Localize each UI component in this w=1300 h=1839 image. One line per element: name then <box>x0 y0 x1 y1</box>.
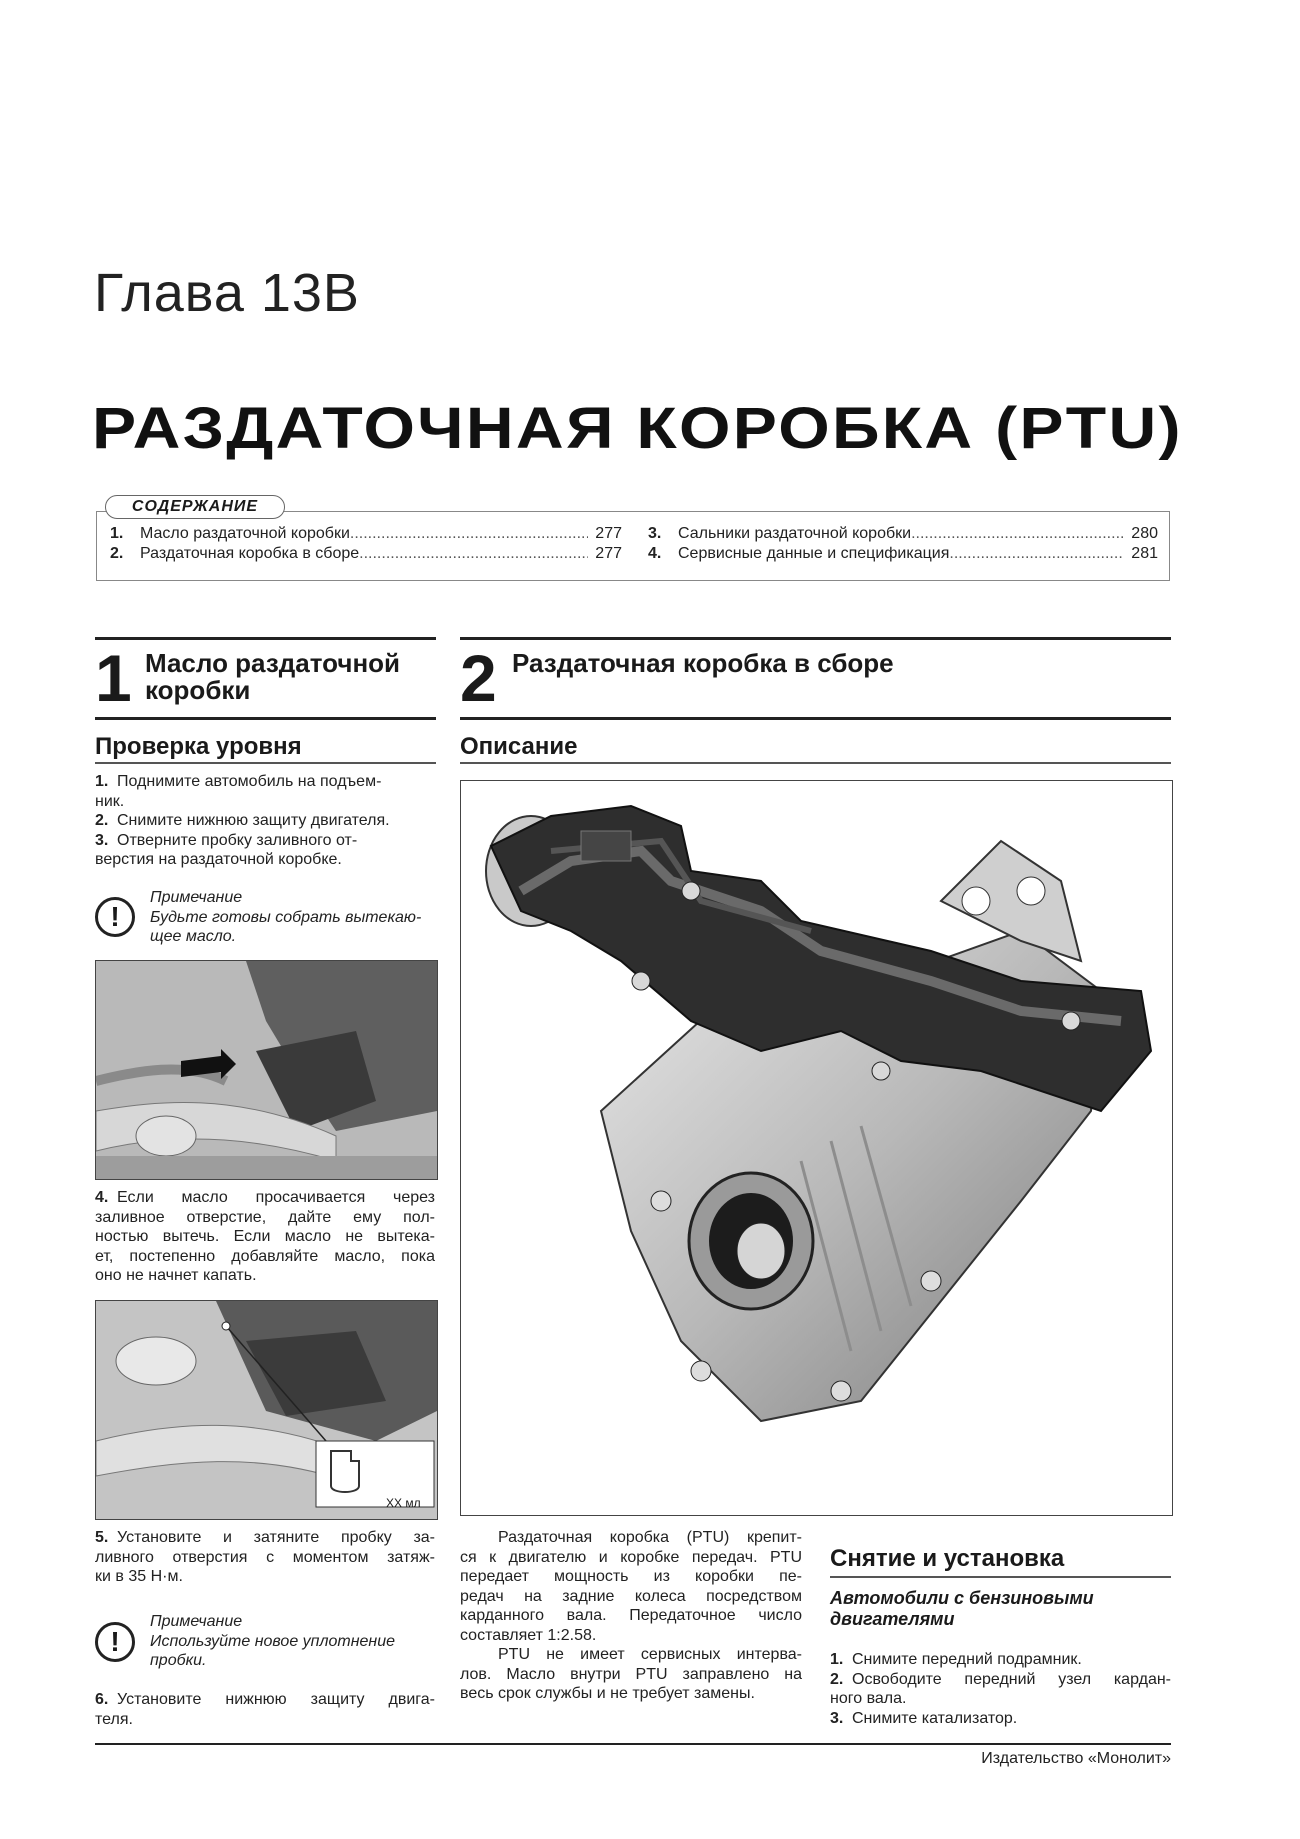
toc-item-text: Масло раздаточной коробки <box>140 525 350 542</box>
toc-item-number: 3. <box>648 525 662 542</box>
step-paragraph <box>95 1188 435 1286</box>
step-text-continued: ет, постепенно добавляйте масло, пока <box>95 1247 435 1265</box>
paragraph-line: PTU не имеет сервисных интерва- <box>498 1646 802 1663</box>
step-text-continued: ностью вытечь. Если масло не вытека- <box>95 1228 435 1245</box>
oil-volume-label: ХХ мл <box>386 1496 421 1510</box>
toc-leader-dots <box>949 545 1124 563</box>
toc-item-page: 277 <box>595 525 622 542</box>
toc-label: СОДЕРЖАНИЕ <box>105 495 285 519</box>
section-rule <box>460 717 1171 720</box>
paragraph-line: лов. Масло внутри PTU заправлено на <box>460 1665 802 1683</box>
footer-rule <box>95 1743 1171 1745</box>
toc-item-page: 277 <box>595 545 622 562</box>
step-text: Если масло просачивается через <box>117 1189 435 1206</box>
step-text: Поднимите автомобиль на подъем- <box>117 773 382 790</box>
step-number: 5. <box>95 1529 109 1546</box>
step-number: 6. <box>95 1691 109 1708</box>
list-item <box>95 831 435 851</box>
paragraph-line: ся к двигателю и коробке передач. PTU <box>460 1548 802 1566</box>
subsection-rule <box>830 1576 1171 1578</box>
transfer-case-drawing <box>461 781 1172 1515</box>
subsub-heading-line: двигателями <box>830 1609 955 1629</box>
note-label: Примечание <box>150 1613 243 1630</box>
subsection-heading: Снятие и установка <box>830 1545 1065 1572</box>
toc-item[interactable] <box>648 545 1158 563</box>
step-number: 1. <box>830 1651 844 1668</box>
step-text-continued: ливного отверстия с моментом затяж- <box>95 1548 435 1566</box>
toc-item[interactable] <box>110 545 622 563</box>
warning-icon: ! <box>95 897 135 937</box>
list-item <box>95 772 435 792</box>
list-item <box>830 1670 1171 1690</box>
publisher-name: Издательство «Монолит» <box>981 1750 1171 1767</box>
paragraph-line: карданного вала. Передаточное число <box>460 1607 802 1624</box>
section-rule <box>460 637 1171 640</box>
note-text: Будьте готовы собрать вытекаю- <box>150 908 422 926</box>
toc-item-number: 1. <box>110 525 124 542</box>
list-item <box>830 1709 1171 1729</box>
toc-item-page: 281 <box>1131 545 1158 562</box>
step-text: Снимите нижнюю защиту двигателя. <box>117 812 390 829</box>
engine-bay-photo <box>95 960 438 1180</box>
note-text: щее масло. <box>150 928 237 945</box>
step-paragraph <box>95 1690 435 1729</box>
steps-list <box>830 1650 1171 1728</box>
paragraph-line: редач на задние колеса посредством <box>460 1587 802 1605</box>
toc-item-text: Раздаточная коробка в сборе <box>140 545 360 562</box>
step-text-continued: теля. <box>95 1710 133 1728</box>
note-text: Используйте новое уплотнение <box>150 1632 396 1650</box>
toc-item-text: Сальники раздаточной коробки <box>678 525 912 542</box>
paragraph-line: Раздаточная коробка (PTU) крепит- <box>498 1529 802 1546</box>
warning-icon: ! <box>95 1622 135 1662</box>
note-text: пробки. <box>150 1652 207 1669</box>
filler-plug-photo <box>95 1300 438 1520</box>
step-text-continued: ного вала. <box>830 1690 907 1707</box>
section-number: 1 <box>95 641 132 715</box>
step-number: 2. <box>830 1670 844 1688</box>
section-number: 2 <box>460 641 497 715</box>
step-text: Установите и затяните пробку за- <box>117 1529 435 1546</box>
step-text-continued: верстия на раздаточной коробке. <box>95 851 342 868</box>
page-title: РАЗДАТОЧНАЯ КОРОБКА (PTU) <box>92 396 1183 461</box>
toc-item-text: Сервисные данные и спецификация <box>678 545 950 562</box>
note <box>150 888 440 947</box>
toc-item-number: 4. <box>648 545 662 562</box>
chapter-label: Глава 13В <box>94 263 360 323</box>
toc-item-page: 280 <box>1131 525 1158 542</box>
paragraph-line: весь срок службы и не требует замены. <box>460 1685 755 1702</box>
steps-list <box>95 772 435 870</box>
toc-item-number: 2. <box>110 545 124 562</box>
step-paragraph <box>95 1528 435 1587</box>
step-number: 4. <box>95 1189 109 1206</box>
subsection-rule <box>95 762 436 764</box>
step-text-continued: заливное отверстие, дайте ему пол- <box>95 1208 435 1226</box>
section-title-line: Масло раздаточной <box>145 648 401 678</box>
note-label: Примечание <box>150 889 243 906</box>
list-item <box>95 811 435 831</box>
subsub-heading-line: Автомобили с бензиновыми <box>830 1588 1094 1608</box>
section-rule <box>95 637 436 640</box>
step-text: Освободите передний узел кардан- <box>852 1670 1171 1688</box>
section-title: Раздаточная коробка в сборе <box>512 648 894 678</box>
subsection-heading: Проверка уровня <box>95 733 302 760</box>
toc-item[interactable] <box>110 525 622 543</box>
subsection-rule <box>460 762 1171 764</box>
toc-leader-dots <box>911 525 1124 543</box>
step-number: 1. <box>95 773 109 790</box>
step-number: 2. <box>95 812 109 829</box>
toc-leader-dots <box>359 545 588 563</box>
section-title-line: коробки <box>145 675 251 705</box>
description-paragraph <box>460 1528 802 1704</box>
step-text: Снимите катализатор. <box>852 1709 1018 1727</box>
note <box>150 1612 440 1671</box>
list-item <box>830 1650 1171 1670</box>
step-text-continued: ки в 35 Н·м. <box>95 1568 183 1585</box>
step-number: 3. <box>95 831 109 849</box>
paragraph-line: составляет 1:2.58. <box>460 1626 597 1644</box>
step-text-continued: ник. <box>95 792 125 810</box>
subsection-heading: Описание <box>460 733 578 760</box>
section-title <box>145 650 400 704</box>
step-text: Установите нижнюю защиту двига- <box>117 1691 435 1708</box>
filler-plug-illustration <box>96 1301 437 1519</box>
section-rule <box>95 717 436 720</box>
step-text-continued: оно не начнет капать. <box>95 1267 257 1284</box>
ptu-assembly-illustration <box>460 780 1173 1516</box>
engine-bay-illustration <box>96 961 437 1179</box>
toc-leader-dots <box>350 525 588 543</box>
step-text: Отверните пробку заливного от- <box>117 831 358 849</box>
step-number: 3. <box>830 1709 844 1727</box>
toc-item[interactable] <box>648 525 1158 543</box>
subsub-heading <box>830 1588 1094 1630</box>
paragraph-line: передает мощность из коробки пе- <box>460 1568 802 1585</box>
step-text: Снимите передний подрамник. <box>852 1651 1082 1668</box>
